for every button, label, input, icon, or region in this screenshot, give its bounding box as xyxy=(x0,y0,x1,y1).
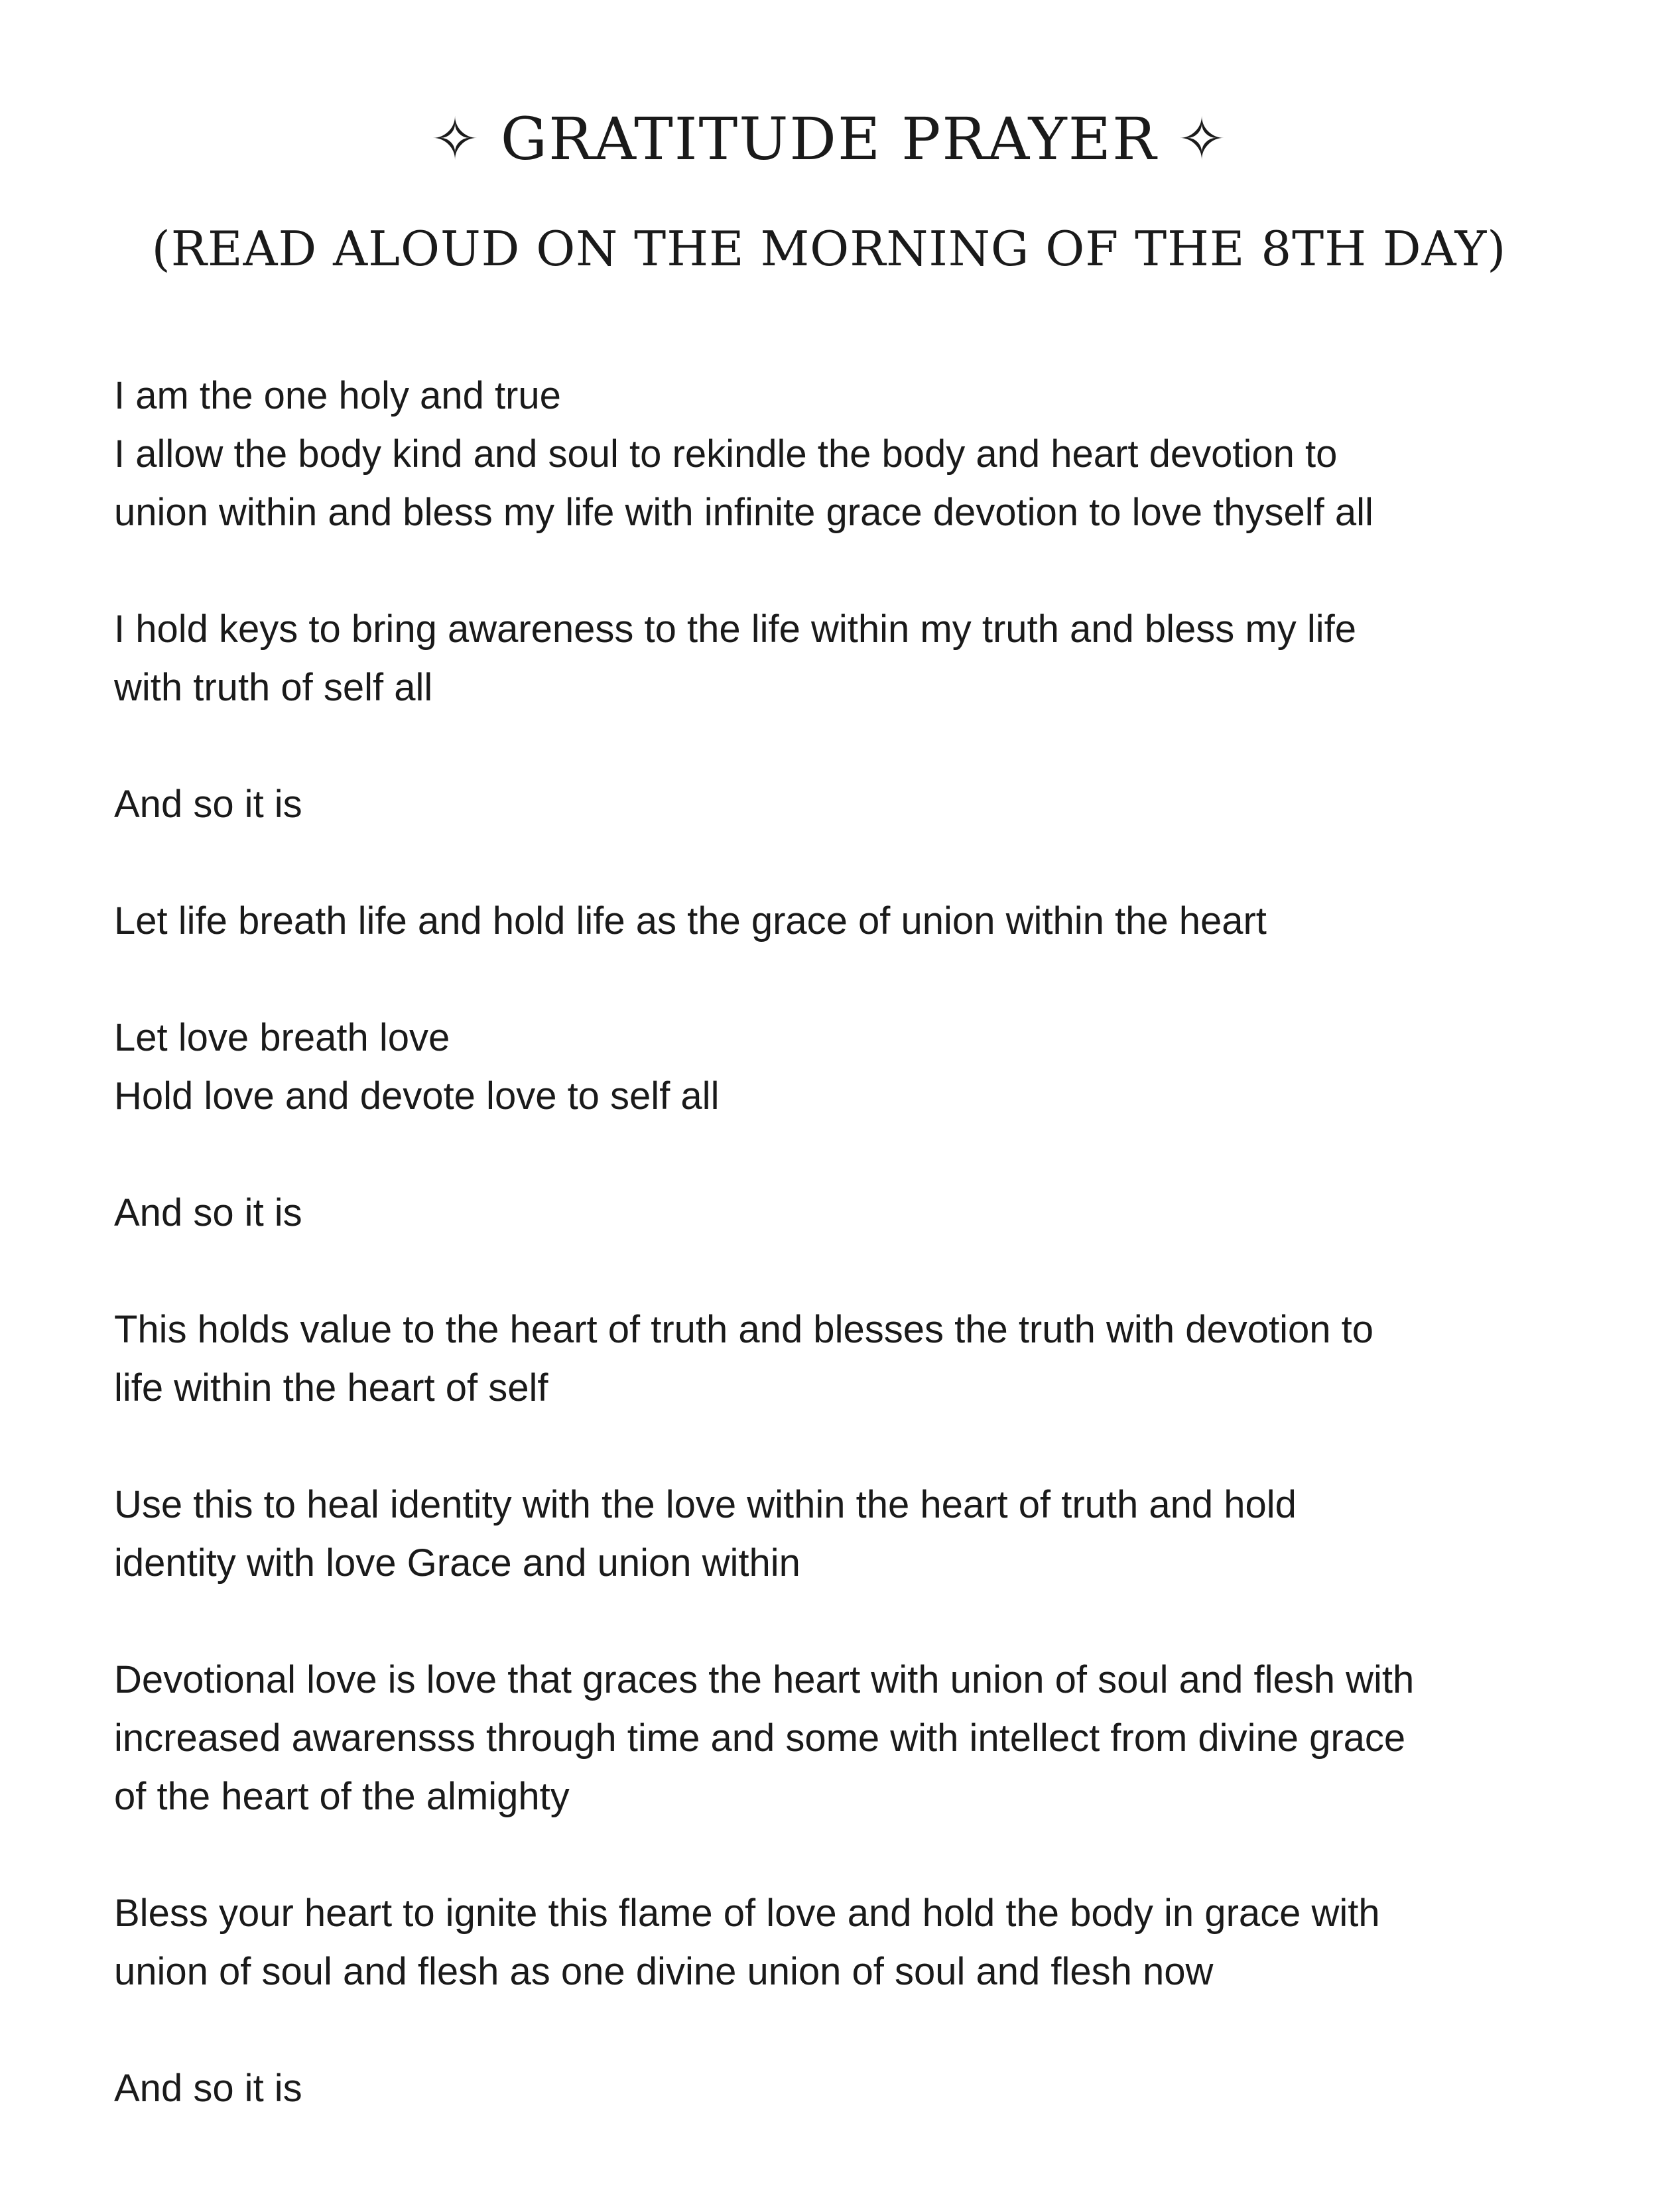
stanza xyxy=(114,1301,1573,1417)
prayer-line: And so it is xyxy=(114,1191,302,1234)
prayer-line: union of soul and flesh as one divine union of soul and flesh now xyxy=(114,1950,1214,1993)
prayer-line: Let love breath love xyxy=(114,1016,450,1059)
prayer-line: I hold keys to bring awareness to the life within my truth and bless my life xyxy=(114,608,1356,651)
stanza xyxy=(114,1184,1573,1242)
stanza xyxy=(114,775,1573,834)
page-title: ✧ GRATITUDE PRAYER ✧ xyxy=(430,105,1228,173)
stanza xyxy=(114,1651,1573,1826)
page-subtitle: (READ ALOUD ON THE MORNING OF THE 8TH DAY) xyxy=(151,221,1507,277)
stanza xyxy=(114,892,1573,950)
prayer-line: I am the one holy and true xyxy=(114,374,561,417)
stanza xyxy=(114,367,1573,542)
prayer-line: increased awarensss through time and some with intellect from divine grace xyxy=(114,1717,1406,1760)
prayer-line: And so it is xyxy=(114,2067,302,2110)
prayer-line: Use this to heal identity with the love within the heart of truth and hold xyxy=(114,1483,1297,1526)
prayer-line: Hold love and devote love to self all xyxy=(114,1074,720,1118)
prayer-line: Devotional love is love that graces the heart with union of soul and flesh with xyxy=(114,1658,1415,1701)
prayer-line: And so it is xyxy=(114,783,302,826)
prayer-body xyxy=(114,367,1573,2176)
stanza xyxy=(114,1009,1573,1126)
stanza xyxy=(114,1884,1573,2001)
prayer-line: union within and bless my life with infinite grace devotion to love thyself all xyxy=(114,491,1373,534)
prayer-line: Let life breath life and hold life as the grace of union within the heart xyxy=(114,899,1267,943)
prayer-line: This holds value to the heart of truth and blesses the truth with devotion to xyxy=(114,1308,1374,1351)
prayer-line: identity with love Grace and union within xyxy=(114,1541,800,1585)
prayer-line: with truth of self all xyxy=(114,666,433,709)
prayer-line: Bless your heart to ignite this flame of love and hold the body in grace with xyxy=(114,1892,1380,1935)
stanza xyxy=(114,2059,1573,2118)
stanza xyxy=(114,1476,1573,1593)
prayer-line: I allow the body kind and soul to rekindle the body and heart devotion to xyxy=(114,432,1338,476)
stanza xyxy=(114,600,1573,717)
prayer-line: of the heart of the almighty xyxy=(114,1775,570,1818)
prayer-line: life within the heart of self xyxy=(114,1366,548,1409)
